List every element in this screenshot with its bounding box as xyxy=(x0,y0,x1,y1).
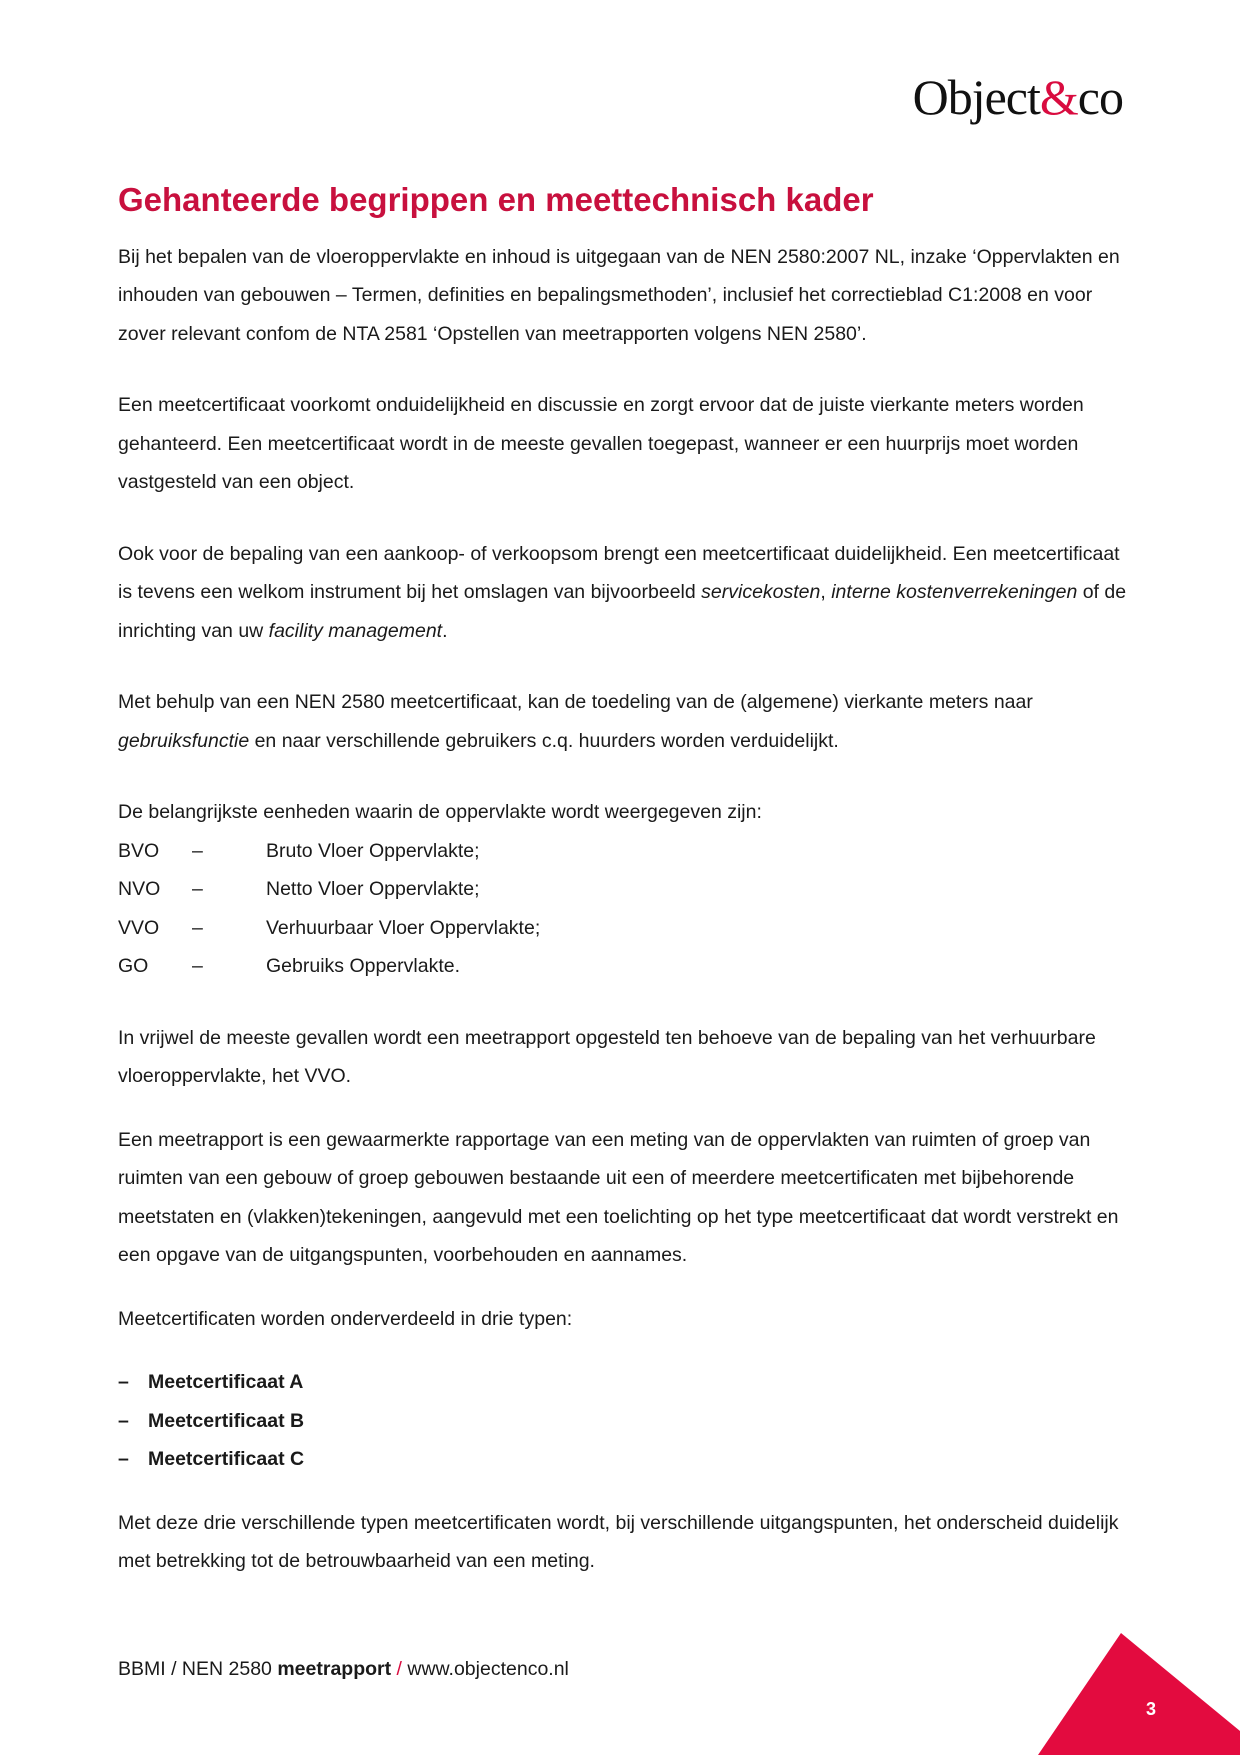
unit-row: NVO – Netto Vloer Oppervlakte; xyxy=(118,878,480,901)
paragraph-vvo: In vrijwel de meeste gevallen wordt een meetrapport opgesteld ten behoeve van de bepaling van het verhuurbare vloeroppervlakte, het VVO. xyxy=(118,1026,1096,1088)
paragraph-norms: Bij het bepalen van de vloeroppervlakte en inhoud is uitgegaan van de NEN 2580:2007 NL, inzake ‘Oppervlakten en inhouden van gebouwen – Termen, definities en bepalingsmethoden’, inclusief het correctieblad C1:2008 en voor zover relevant confom de NTA 2581 ‘Opstellen van meetrapporten volgens NEN 2580’. xyxy=(118,245,1120,345)
company-logo xyxy=(912,69,1123,125)
unit-row: VVO – Verhuurbaar Vloer Oppervlakte; xyxy=(118,916,541,939)
paragraph-types-intro: Meetcertificaten worden onderverdeeld in drie typen: xyxy=(118,1307,573,1330)
paragraph-conclusion: Met deze drie verschillende typen meetcertificaten wordt, bij verschillende uitgangspunten, het onderscheid duidelijk met betrekking tot de betrouwbaarheid van een meting. xyxy=(118,1511,1119,1573)
logo-ampersand: & xyxy=(1039,69,1078,125)
logo-text-co: co xyxy=(1077,69,1123,125)
unit-row: BVO – Bruto Vloer Oppervlakte; xyxy=(118,839,480,862)
list-item: – Meetcertificaat A xyxy=(118,1371,304,1394)
paragraph-aankoop: Ook voor de bepaling van een aankoop- of verkoopsom brengt een meetcertificaat duidelijkheid. Een meetcertificaat is tevens een welkom instrument bij het omslagen van bijvoorbeeld servicekosten, interne kostenverrekeningen of de inrichting van uw facility management. xyxy=(118,542,1127,642)
paragraph-toedeling: Met behulp van een NEN 2580 meetcertificaat, kan de toedeling van de (algemene) vierkante meters naar gebruiksfunctie en naar verschillende gebruikers c.q. huurders worden verduidelijkt. xyxy=(118,691,1033,752)
page-number: 3 xyxy=(1145,1699,1156,1719)
paragraph-meetrapport: Een meetrapport is een gewaarmerkte rapportage van een meting van de oppervlakten van ruimten of groep van ruimten van een gebouw of groep gebouwen bestaande uit een of meerdere meetcertificaten met bijbehorende meetstaten en (vlakken)tekeningen, aangevuld met een toelichting op het type meetcertificaat dat wordt verstrekt en een opgave van de uitgangspunten, voorbehouden en aannames. xyxy=(118,1128,1119,1267)
paragraph-meetcertificaat: Een meetcertificaat voorkomt onduidelijkheid en discussie en zorgt ervoor dat de juiste vierkante meters worden gehanteerd. Een meetcertificaat wordt in de meeste gevallen toegepast, wanneer er een huurprijs moet worden vastgesteld van een object. xyxy=(118,394,1084,494)
unit-row: GO – Gebruiks Oppervlakte. xyxy=(118,955,461,978)
footer-url[interactable]: www.objectenco.nl xyxy=(407,1658,569,1680)
list-item: – Meetcertificaat B xyxy=(118,1409,305,1432)
certificate-types-list xyxy=(118,1363,1128,1479)
list-item: – Meetcertificaat C xyxy=(118,1448,305,1471)
units-list xyxy=(118,832,1128,986)
page-footer: BBMI / NEN 2580 meetrapport / www.objectenco.nl xyxy=(118,1658,569,1680)
units-intro: De belangrijkste eenheden waarin de oppervlakte wordt weergegeven zijn: xyxy=(118,801,762,824)
corner-triangle-decoration xyxy=(1038,1633,1240,1755)
page-content xyxy=(118,180,1128,1581)
logo-text-object: Object xyxy=(912,69,1040,125)
page-title: Gehanteerde begrippen en meettechnisch kader xyxy=(118,181,874,218)
